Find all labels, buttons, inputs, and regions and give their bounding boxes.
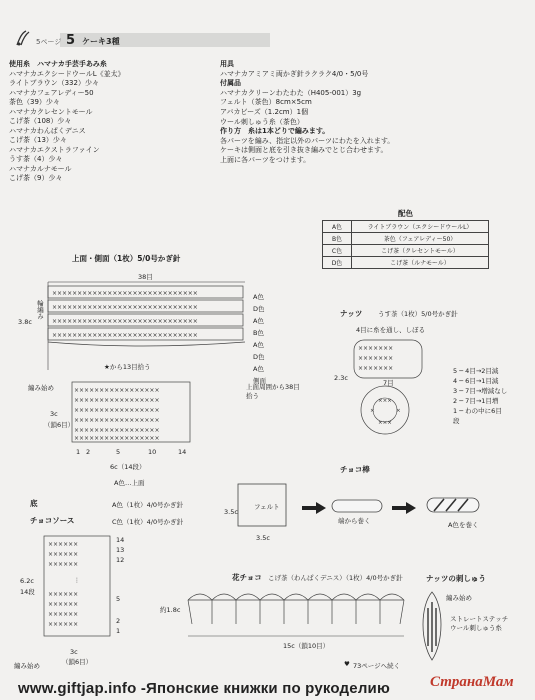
nuts-row: 4 ─ 6目→1目減 bbox=[453, 377, 499, 385]
pickup2-label: 上面周囲から38目拾う bbox=[246, 383, 300, 400]
flower-height-label: 約1.8c bbox=[160, 606, 181, 614]
top-height-label: 3.8c bbox=[18, 318, 32, 326]
nuts-row: 1 ─ わの中に6目 bbox=[453, 407, 502, 415]
materials-line: ライトブラウン（332）少々 bbox=[9, 79, 99, 87]
svg-text:×××××××××××××××××: ××××××××××××××××× bbox=[74, 417, 160, 424]
choco-sauce-spec: C色（1枚）4/0号かぎ針 bbox=[112, 518, 184, 526]
tick-label: 2 bbox=[86, 448, 91, 456]
materials-line: ハマナカエクシードウールL《並太》 bbox=[9, 69, 125, 78]
accessories-line: ハマナカクリーンわたわた（H405-001）3g bbox=[220, 88, 362, 97]
nuts-spec: うす茶（1枚）5/0号かぎ針 bbox=[378, 310, 458, 318]
color-row bbox=[323, 221, 489, 233]
color-value: ライトブラウン（エクシードウールL） bbox=[352, 221, 489, 233]
row-mark: 2 bbox=[116, 617, 121, 625]
page-number: 5 bbox=[66, 33, 76, 48]
accessories-line: フェルト（茶色）8cm×5cm bbox=[220, 98, 312, 107]
row-mark: 12 bbox=[116, 556, 125, 564]
tick-label: 5 bbox=[116, 448, 121, 456]
tools-block bbox=[220, 60, 520, 166]
heart-icon: ♥ bbox=[344, 660, 350, 668]
color-label: A色 bbox=[253, 317, 264, 325]
bottom-title: 底 bbox=[30, 499, 38, 508]
color-value: 茶色（フェアレディー50） bbox=[352, 233, 489, 245]
svg-text:××××××: ×××××× bbox=[48, 611, 79, 618]
nuts-row: 2 ─ 7目→1目増 bbox=[453, 397, 499, 405]
flower-chart-svg bbox=[178, 586, 418, 642]
logo[interactable]: СтранаМам bbox=[430, 674, 514, 690]
svg-text:×××: ××× bbox=[378, 398, 392, 404]
svg-text:×××××××: ××××××× bbox=[358, 365, 394, 372]
color-label: D色 bbox=[253, 305, 265, 313]
roll-label: 端から巻く bbox=[338, 517, 371, 525]
svg-text:×××××××××××××××××: ××××××××××××××××× bbox=[74, 387, 160, 394]
svg-text:⋮: ⋮ bbox=[74, 577, 80, 584]
tick-label: 14 bbox=[178, 448, 187, 456]
svg-text:×××××××: ××××××× bbox=[358, 355, 394, 362]
nuts-stitches-label: 7目 bbox=[383, 379, 394, 387]
svg-text:××××××: ×××××× bbox=[48, 541, 79, 548]
felt-width: 3.5c bbox=[256, 534, 270, 542]
tick-label: 1 bbox=[76, 448, 81, 456]
yarn-icon bbox=[14, 29, 32, 47]
embroidery-note2: ウール刺しゅう糸 bbox=[450, 624, 502, 632]
svg-text:××××××: ×××××× bbox=[48, 591, 79, 598]
tools-line: ハマナカアミアミ両かぎ針ラクラク4/0・5/0号 bbox=[220, 69, 369, 78]
accessories-line: アバカビーズ（1.2cm）1個 bbox=[220, 107, 309, 116]
color-label: B色 bbox=[253, 329, 264, 337]
bottom-spec: A色（1枚）4/0号かぎ針 bbox=[112, 501, 184, 509]
svg-text:×: × bbox=[396, 408, 401, 414]
embroidery-svg bbox=[418, 586, 448, 666]
top-width-label: 38目 bbox=[138, 273, 153, 281]
choco-stick-title: チョコ棒 bbox=[340, 465, 370, 474]
top-height2-label: 3c bbox=[50, 410, 58, 418]
page-label: 5ページ bbox=[36, 38, 62, 46]
materials-line: ハマナカフェアレディー50 bbox=[9, 88, 94, 97]
svg-text:×××××××××××××××××: ××××××××××××××××× bbox=[74, 427, 160, 434]
svg-text:×××××××××××××××××××××××××××××: ××××××××××××××××××××××××××××× bbox=[52, 332, 198, 339]
top-chart-svg bbox=[68, 378, 198, 450]
materials-block bbox=[9, 60, 209, 184]
felt-label: フェルト bbox=[254, 503, 280, 511]
color-label: A色 bbox=[253, 341, 264, 349]
color-key: D色 bbox=[323, 257, 352, 269]
accessories-line: ウール刺しゅう糸（茶色） bbox=[220, 117, 304, 126]
svg-text:×××××××××××××××××××××××××××××: ××××××××××××××××××××××××××××× bbox=[52, 304, 198, 311]
row-mark: 14 bbox=[116, 536, 125, 544]
instructions-line: 各パーツを編み、指定以外のパーツにわたを入れます。 bbox=[220, 136, 395, 145]
instructions-line: ケーキは側面と底を引き抜き編みでとじ合わせます。 bbox=[220, 146, 388, 155]
materials-line: 茶色（39）少々 bbox=[9, 98, 60, 106]
color-table bbox=[322, 220, 489, 269]
color-row bbox=[323, 233, 489, 245]
color-key: A色 bbox=[323, 221, 352, 233]
color-label: D色 bbox=[253, 353, 265, 361]
start-label: 編み始め bbox=[28, 384, 54, 392]
nuts-row-label: 段 bbox=[453, 417, 460, 425]
bottom-chart-svg bbox=[40, 532, 120, 650]
top-width2-label: 6c（14段） bbox=[110, 463, 146, 471]
materials-line: こげ茶（108）少々 bbox=[9, 117, 72, 125]
nuts-row: 5 ─ 4目→2目減 bbox=[453, 367, 499, 375]
page-title: ケーキ3種 bbox=[82, 37, 120, 46]
instructions-line: 上面に各パーツをつけます。 bbox=[220, 155, 311, 164]
nuts-row: 3 ─ 7目→増減なし bbox=[453, 387, 508, 395]
top-height2-sub: （鎖6目） bbox=[44, 421, 75, 429]
color-key: C色 bbox=[323, 245, 352, 257]
color-value: こげ茶（クレセントモール） bbox=[352, 245, 489, 257]
nuts-note: 4目に糸を通し、しぼる bbox=[356, 326, 426, 334]
felt-height: 3.5c bbox=[224, 508, 238, 516]
ribbed-label: 輪編み bbox=[36, 300, 44, 320]
bottom-width-sub: （鎖6目） bbox=[62, 658, 93, 666]
top-bottom-label: A色…上面 bbox=[114, 479, 145, 487]
instructions-line: 作り方 糸は1本どりで編みます。 bbox=[220, 127, 330, 136]
svg-text:×××××××××××××××××: ××××××××××××××××× bbox=[74, 397, 160, 404]
svg-text:×××: ××× bbox=[378, 420, 392, 426]
flower-spec: こげ茶（わんぱくデニス）（1枚）4/0号かぎ針 bbox=[268, 574, 403, 582]
materials-line: こげ茶（9）少々 bbox=[9, 174, 63, 182]
tick-label: 10 bbox=[148, 448, 157, 456]
svg-text:×: × bbox=[370, 408, 375, 414]
svg-text:×××××××××××××××××××××××××××××: ××××××××××××××××××××××××××××× bbox=[52, 290, 198, 297]
nuts-title: ナッツ bbox=[340, 309, 363, 318]
top-side-title: 上面・側面（1枚）5/0号かぎ針 bbox=[72, 254, 181, 263]
materials-heading: 使用糸 ハマナカ手芸手あみ糸 bbox=[9, 60, 107, 68]
embroidery-start: 編み始め bbox=[446, 594, 472, 602]
choco-sauce-title: チョコソース bbox=[30, 516, 75, 525]
continue-label: 73ページへ続く bbox=[353, 662, 401, 670]
color-row bbox=[323, 257, 489, 269]
embroidery-title: ナッツの刺しゅう bbox=[426, 574, 486, 583]
row-mark: 13 bbox=[116, 546, 125, 554]
accessories-heading: 付属品 bbox=[220, 79, 241, 88]
svg-text:×××××××××××××××××: ××××××××××××××××× bbox=[74, 407, 160, 414]
color-label: A色 bbox=[253, 365, 264, 373]
color-key: B色 bbox=[323, 233, 352, 245]
color-value: こげ茶（ルナモール） bbox=[352, 257, 489, 269]
row-mark: 1 bbox=[116, 627, 121, 635]
svg-text:××××××: ×××××× bbox=[48, 561, 79, 568]
color-row bbox=[323, 245, 489, 257]
nuts-height-label: 2.3c bbox=[334, 374, 348, 382]
materials-line: ハマナカクレセントモール bbox=[9, 107, 93, 116]
wrap-label: A色を巻く bbox=[448, 521, 479, 529]
embroidery-note1: ストレートステッチ bbox=[450, 615, 509, 623]
footer-text[interactable]: www.giftjap.info -Японские книжки по рукоделию bbox=[18, 680, 390, 697]
bottom-height-label: 6.2c bbox=[20, 577, 34, 585]
side-label: 側面 bbox=[253, 377, 266, 385]
flower-title: 花チョコ bbox=[232, 573, 262, 582]
materials-line: ハマナカわんぱくデニス bbox=[9, 126, 86, 135]
pickup-label: ★から13目拾う bbox=[104, 363, 151, 371]
materials-line: うす茶（4）少々 bbox=[9, 155, 63, 163]
svg-text:××××××: ×××××× bbox=[48, 601, 79, 608]
materials-line: ハマナカエクストラファイン bbox=[9, 145, 100, 154]
svg-text:××××××: ×××××× bbox=[48, 551, 79, 558]
bottom-height-sub: 14段 bbox=[20, 588, 35, 596]
color-label: A色 bbox=[253, 293, 264, 301]
svg-text:××××××: ×××××× bbox=[48, 621, 79, 628]
bottom-start-label: 編み始め bbox=[14, 662, 40, 670]
flower-width-label: 15c（鎖10目） bbox=[283, 642, 330, 650]
color-table-title: 配色 bbox=[398, 209, 413, 218]
svg-text:×××××××××××××××××: ××××××××××××××××× bbox=[74, 435, 160, 442]
row-mark: 5 bbox=[116, 595, 121, 603]
bottom-width-label: 3c bbox=[70, 648, 78, 656]
svg-text:×××××××: ××××××× bbox=[358, 345, 394, 352]
svg-text:×××××××××××××××××××××××××××××: ××××××××××××××××××××××××××××× bbox=[52, 318, 198, 325]
materials-line: ハマナカルナモール bbox=[9, 164, 72, 173]
tools-heading: 用具 bbox=[220, 60, 234, 68]
materials-line: こげ茶（13）少々 bbox=[9, 136, 67, 144]
